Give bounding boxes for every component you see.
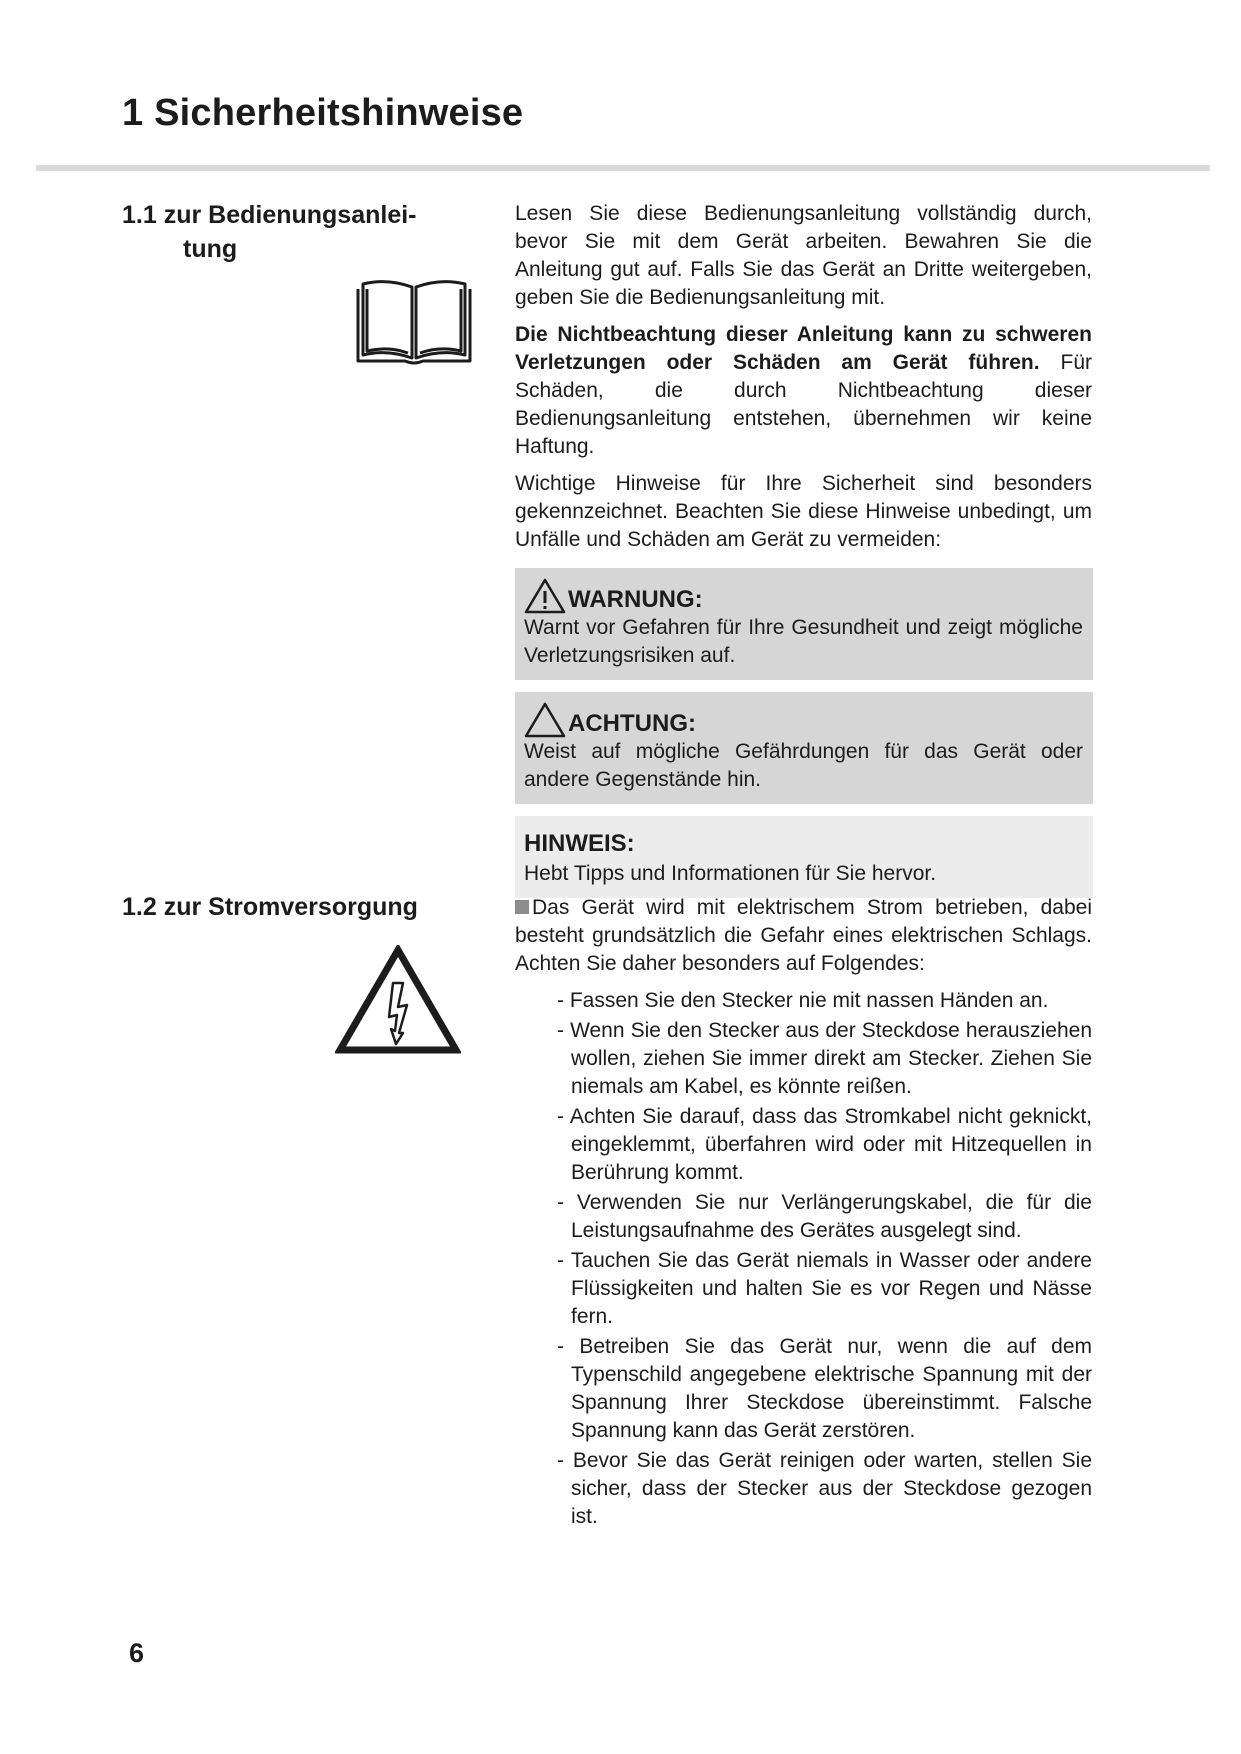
electric-hazard-icon bbox=[335, 945, 461, 1055]
list-item: - Wenn Sie den Stecker aus der Steckdose herausziehen wollen, ziehen Sie immer direkt am Stecker. Ziehen Sie niemals am Kabel, es könnte reißen. bbox=[557, 1019, 1092, 1098]
liability-bold-text: Die Nichtbeachtung dieser Anleitung kann zu schweren Verletzungen oder Schäden am Gerät führen. bbox=[515, 323, 1092, 374]
list-item: - Tauchen Sie das Gerät niemals in Wasser oder andere Flüssigkeiten und halten Sie es vor Regen und Nässe fern. bbox=[557, 1249, 1092, 1328]
power-intro bbox=[515, 894, 1092, 978]
power-safety-list bbox=[515, 987, 1092, 1531]
list-item: - Achten Sie darauf, dass das Stromkabel nicht geknickt, eingeklemmt, überfahren wird oder mit Hitzequellen in Berührung kommt. bbox=[557, 1105, 1092, 1184]
caution-box bbox=[515, 692, 1093, 804]
power-intro-text: Das Gerät wird mit elektrischem Strom betrieben, dabei besteht grundsätzlich die Gefahr eines elektrischen Schlags. Achten Sie daher besonders auf Folgendes: bbox=[515, 896, 1092, 975]
chapter-title: 1 Sicherheitshinweise bbox=[122, 92, 524, 134]
square-bullet-icon bbox=[515, 900, 529, 914]
caution-label: ACHTUNG: bbox=[568, 710, 696, 737]
chapter-divider bbox=[36, 165, 1210, 171]
list-item: - Bevor Sie das Gerät reinigen oder warten, stellen Sie sicher, dass der Stecker aus der Steckdose gezogen ist. bbox=[557, 1449, 1092, 1528]
note-box bbox=[515, 816, 1093, 898]
caution-triangle-icon bbox=[524, 702, 566, 738]
list-item: - Verwenden Sie nur Verlängerungskabel, die für die Leistungsaufnahme des Gerätes ausgelegt sind. bbox=[557, 1191, 1092, 1242]
section-body-bedienungsanleitung bbox=[515, 200, 1092, 910]
caution-text: Weist auf mögliche Gefährdungen für das Gerät oder andere Gegenstände hin. bbox=[524, 740, 1083, 791]
list-item: - Fassen Sie den Stecker nie mit nassen Händen an. bbox=[557, 989, 1049, 1012]
warning-header bbox=[524, 578, 1083, 614]
markings-paragraph: Wichtige Hinweise für Ihre Sicherheit sind besonders gekennzeichnet. Beachten Sie diese Hinweise unbedingt, um Unfälle und Schäden am Gerät zu vermeiden: bbox=[515, 472, 1092, 551]
warning-box bbox=[515, 568, 1093, 680]
section-title-line1: 1.1 zur Bedienungsanlei- bbox=[122, 201, 417, 229]
caution-header bbox=[524, 702, 1083, 738]
warning-text: Warnt vor Gefahren für Ihre Gesundheit und zeigt mögliche Verletzungsrisiken auf. bbox=[524, 616, 1083, 667]
note-header: HINWEIS: bbox=[524, 830, 635, 857]
liability-rest-text: Für Schäden, die durch Nichtbeachtung dieser Bedienungsanleitung entstehen, übernehmen wir keine Haftung. bbox=[515, 351, 1092, 458]
liability-paragraph bbox=[515, 321, 1092, 461]
list-item: - Betreiben Sie das Gerät nur, wenn die auf dem Typenschild angegebene elektrische Spannung mit der Spannung Ihrer Steckdose übereinstimmt. Falsche Spannung kann das Gerät zerstören. bbox=[557, 1335, 1092, 1442]
page-number: 6 bbox=[129, 1638, 145, 1668]
warning-label: WARNUNG: bbox=[568, 586, 703, 613]
book-icon bbox=[355, 275, 473, 365]
warning-triangle-icon bbox=[524, 578, 566, 614]
section-title-stromversorgung: 1.2 zur Stromversorgung bbox=[122, 893, 418, 921]
intro-paragraph: Lesen Sie diese Bedienungsanleitung vollständig durch, bevor Sie mit dem Gerät arbeiten. Bewahren Sie die Anleitung gut auf. Falls Sie das Gerät an Dritte weitergeben, geben Sie die Bedienungsanleitung mit. bbox=[515, 202, 1092, 309]
section-title-line2: tung bbox=[183, 235, 238, 263]
note-text: Hebt Tipps und Informationen für Sie hervor. bbox=[524, 862, 937, 885]
section-body-stromversorgung bbox=[515, 894, 1092, 1533]
section-title-bedienungsanleitung bbox=[122, 198, 452, 266]
